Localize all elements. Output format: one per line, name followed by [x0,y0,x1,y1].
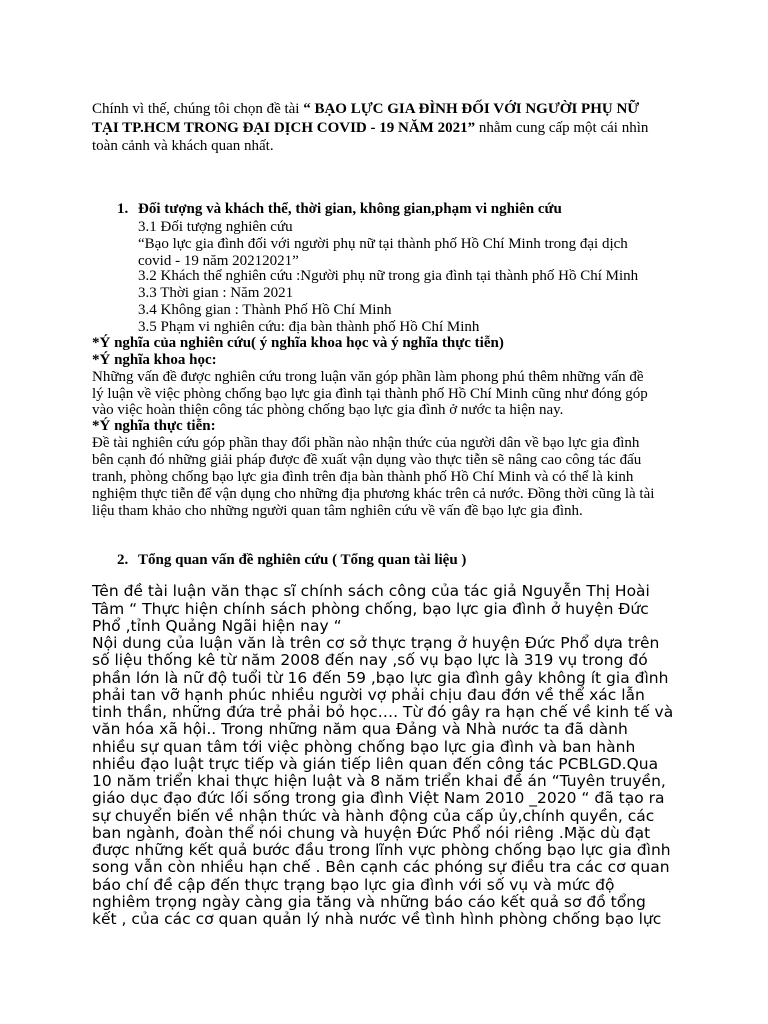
section-1-line: 3.1 Đối tượng nghiên cứu [138,219,293,235]
body-line: 10 năm triển khai thực hiện luật và 8 năm triển khai đề án “Tuyên truyền, [92,772,666,790]
paragraph-line: vào việc hoàn thiện công tác phòng chống bạo lực gia đình ở nước ta hiện nay. [92,402,564,418]
section-1-line: 3.3 Thời gian : Năm 2021 [138,285,294,301]
section-1-heading: Đối tượng và khách thể, thời gian, không gian,phạm vi nghiên cứu [138,201,562,217]
intro-text: Chính vì thế, chúng tôi chọn đề tài [92,101,304,117]
body-line: nhiều đạo luật trực tiếp và gián tiếp liên quan đến công tác PCBLGD.Qua [92,755,659,773]
body-line: nhiều sự quan tâm tới việc phòng chống bạo lực gia đình và ban hành [92,738,636,756]
body-line: phần lớn là nữ độ tuổi từ 16 đến 59 ,bạo lực gia đình gây không ít gia đình [92,669,669,687]
section-1-line: 3.5 Phạm vi nghiên cứu: địa bàn thành phố Hồ Chí Minh [138,319,480,335]
body-line: nghiêm trọng ngày càng gia tăng và những báo cáo kết quả sơ đồ tổng [92,893,646,911]
section-1-number: 1. [117,201,129,217]
science-heading: *Ý nghĩa khoa học: [92,352,217,368]
paragraph-line: tranh, phòng chống bạo lực gia đình trên địa bàn thành phố Hồ Chí Minh và có thể là kinh [92,469,634,485]
intro-line-2 [92,120,648,137]
body-line: phải tan vỡ hạnh phúc nhiều người vợ phải chịu đau đớn về thể xác lẫn [92,686,645,704]
section-2-heading: Tổng quan vấn đề nghiên cứu ( Tổng quan tài liệu ) [138,552,467,568]
paragraph-line: nghiệm thực tiễn để vận dụng cho những địa phương khác trên cả nước. Đồng thời cũng là tài [92,486,655,502]
body-line: sự chuyển biến về nhận thức và hành động của cấp ủy,chính quyền, các [92,807,655,825]
paragraph-line: bên cạnh đó những giải pháp được đề xuất vận dụng vào thực tiễn sẽ nâng cao công tác đấu [92,452,642,468]
intro-line-1 [92,101,639,118]
body-line: kết , của các cơ quan quản lý nhà nước về tình hình phòng chống bạo lực [92,910,662,928]
paragraph-line: lý luận về việc phòng chống bạo lực gia đình tại thành phố Hồ Chí Minh cũng như đóng góp [92,386,648,402]
body-line: được những kết quả bước đầu trong lĩnh vực phòng chống bạo lực gia đình [92,841,671,859]
section-1-line: covid - 19 năm 20212021” [138,253,299,269]
intro-text-cont: nhằm cung cấp một cái nhìn [475,120,649,136]
body-line: văn hóa xã hội.. Trong những năm qua Đảng và Nhà nước ta đã dành [92,720,628,738]
section-2-number: 2. [117,552,129,568]
practice-heading: *Ý nghĩa thực tiễn: [92,418,216,434]
body-line: số liệu thống kê từ năm 2008 đến nay ,số vụ bạo lực là 319 vụ trong đó [92,651,648,669]
significance-heading: *Ý nghĩa của nghiên cứu( ý nghĩa khoa học và ý nghĩa thực tiễn) [92,335,504,351]
body-line: Tâm “ Thực hiện chính sách phòng chống, bạo lực gia đình ở huyện Đức [92,600,649,618]
body-line: Tên đề tài luận văn thạc sĩ chính sách công của tác giả Nguyễn Thị Hoài [92,582,650,600]
paragraph-line: Những vấn đề được nghiên cứu trong luận văn góp phần làm phong phú thêm những vấn đề [92,369,644,385]
section-1-line: 3.4 Không gian : Thành Phố Hồ Chí Minh [138,302,392,318]
body-line: Nội dung của luận văn là trên cơ sở thực trạng ở huyện Đức Phổ dựa trên [92,634,660,652]
thesis-title-cont: TẠI TP.HCM TRONG ĐẠI DỊCH COVID - 19 NĂM 2021” [92,120,476,136]
thesis-title: “ BẠO LỰC GIA ĐÌNH ĐỐI VỚI NGƯỜI PHỤ NỮ [303,101,640,117]
body-line: báo chí đề cập đến thực trạng bạo lực gia đình với số vụ và mức độ [92,876,615,894]
paragraph-line: Đề tài nghiên cứu góp phần thay đổi phần nào nhận thức của người dân về bạo lực gia đình [92,435,640,451]
section-1-line: 3.2 Khách thể nghiên cứu :Người phụ nữ trong gia đình tại thành phố Hồ Chí Minh [138,268,639,284]
body-line: ban ngành, đoàn thể nói chung và huyện Đức Phổ nói riêng .Mặc dù đạt [92,824,651,842]
intro-line-3: toàn cảnh và khách quan nhất. [92,138,274,154]
body-line: Phổ ,tỉnh Quảng Ngãi hiện nay “ [92,617,342,635]
body-line: song vẫn còn nhiều hạn chế . Bên cạnh các phóng sự điều tra các cơ quan [92,858,670,876]
paragraph-line: liệu tham khảo cho những người quan tâm nghiên cứu về vấn đề bạo lực gia đình. [92,503,583,519]
section-1-line: “Bạo lực gia đình đối với người phụ nữ tại thành phố Hồ Chí Minh trong đại dịch [138,236,628,252]
body-line: tinh thần, những đứa trẻ phải bỏ học…. Từ đó gây ra hạn chế về kinh tế và [92,703,674,721]
body-line: giáo dục đạo đức lối sống trong gia đình Việt Nam 2010 _2020 “ đã tạo ra [92,789,665,807]
